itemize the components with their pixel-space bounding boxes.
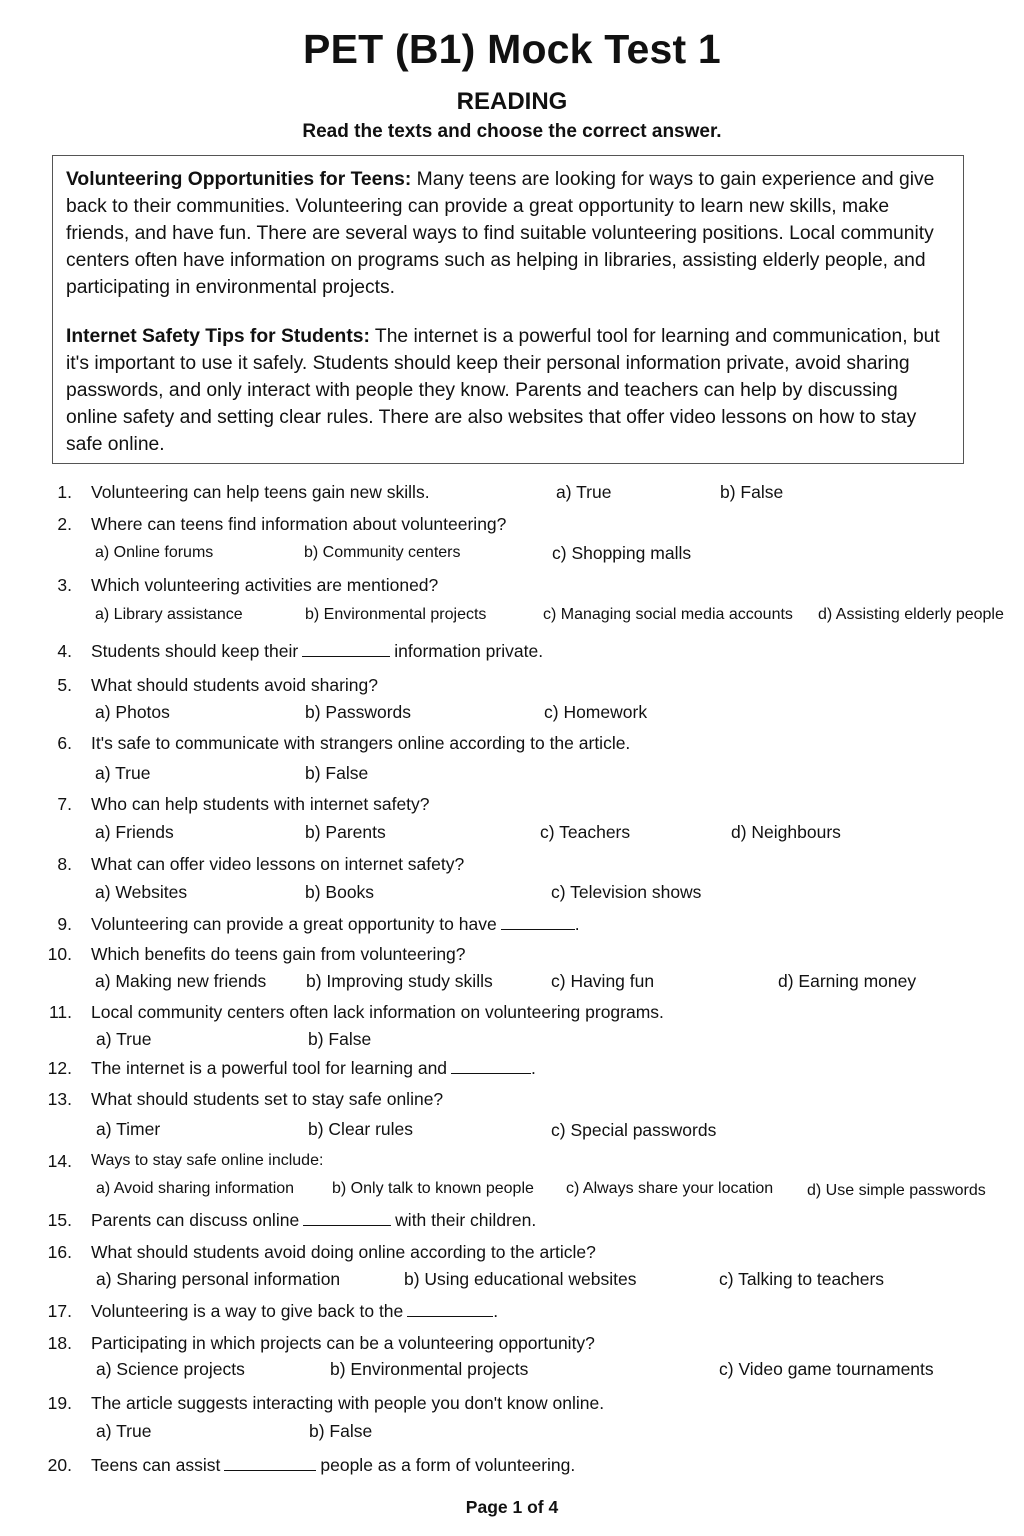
q18-option-c[interactable]: c) Video game tournaments [719,1359,934,1379]
question-13 [0,1085,1024,1113]
text-body: Many teens are looking for ways to gain experience and give back to their communities. Volunteering can provide a great opportunity to learn new skills, make friends, and have fun. There are several ways to find suitable volunteering positions. Local community centers often have information on programs such as helping in libraries, assisting elderly people, and participating in environmental projects. [66,169,935,298]
q3-option-a[interactable]: a) Library assistance [95,606,243,623]
question-5 [0,671,1024,699]
reading-text-volunteering [66,166,951,301]
question-4 [0,637,1024,665]
q10-option-a[interactable]: a) Making new friends [95,971,267,991]
q16-option-a[interactable]: a) Sharing personal information [96,1269,341,1289]
q19-option-a[interactable]: a) True [96,1421,152,1441]
q5-option-b[interactable]: b) Passwords [305,702,412,722]
question-text: Teens can assist people as a form of volunteering. [91,1455,576,1475]
reading-texts-box [52,155,964,464]
q3-option-b[interactable]: b) Environmental projects [305,606,487,623]
question-text: The article suggests interacting with people you don't know online. [91,1393,605,1413]
reading-text-internet-safety [66,323,951,458]
question-number: 5. [57,675,72,695]
question-text: Volunteering is a way to give back to the . [91,1301,499,1321]
q8-option-b[interactable]: b) Books [305,882,375,902]
q6-option-a[interactable]: a) True [95,763,151,783]
question-text: Who can help students with internet safety? [91,794,430,814]
q8-option-c[interactable]: c) Television shows [551,882,702,902]
question-number: 4. [57,641,72,661]
q10-option-d[interactable]: d) Earning money [778,971,917,991]
q11-option-a[interactable]: a) True [96,1029,152,1049]
question-text: What can offer video lessons on internet safety? [91,854,465,874]
answer-blank[interactable] [224,1455,316,1471]
question-text: What should students avoid sharing? [91,675,378,695]
question-16 [0,1238,1024,1266]
question-number: 16. [47,1242,72,1262]
question-number: 17. [47,1301,72,1321]
question-number: 8. [57,854,72,874]
question-text: Students should keep their information private. [91,641,544,661]
question-20 [0,1451,1024,1479]
q14-option-a[interactable]: a) Avoid sharing information [96,1180,295,1197]
question-text: Which volunteering activities are mentioned? [91,575,439,595]
question-text: Local community centers often lack information on volunteering programs. [91,1002,664,1022]
question-text: The internet is a powerful tool for learning and . [91,1058,536,1078]
question-text: Volunteering can help teens gain new skills. [91,482,430,502]
answer-blank[interactable] [501,914,575,930]
question-2 [0,510,1024,538]
question-number: 11. [48,1002,72,1022]
question-number: 18. [47,1333,72,1353]
q6-option-b[interactable]: b) False [305,763,369,783]
question-number: 1. [57,482,72,502]
question-text: It's safe to communicate with strangers online according to the article. [91,733,631,753]
q8-option-a[interactable]: a) Websites [95,882,188,902]
question-text: What should students set to stay safe online? [91,1089,444,1109]
answer-blank[interactable] [303,1210,391,1226]
q10-option-c[interactable]: c) Having fun [551,971,655,991]
question-14 [0,1147,1024,1175]
question-15 [0,1206,1024,1234]
text-heading: Volunteering Opportunities for Teens: [66,169,412,190]
q7-option-b[interactable]: b) Parents [305,822,386,842]
question-number: 6. [57,733,72,753]
q14-option-b[interactable]: b) Only talk to known people [332,1180,534,1197]
question-12 [0,1054,1024,1082]
page-title: PET (B1) Mock Test 1 [303,26,721,72]
section-heading: READING [456,88,568,115]
q7-option-d[interactable]: d) Neighbours [731,822,841,842]
question-text: Which benefits do teens gain from volunteering? [91,944,466,964]
question-number: 19. [47,1393,72,1413]
question-text: Where can teens find information about volunteering? [91,514,507,534]
q7-option-c[interactable]: c) Teachers [540,822,631,842]
question-3 [0,571,1024,599]
text-heading: Internet Safety Tips for Students: [66,326,370,347]
q2-option-c[interactable]: c) Shopping malls [552,543,692,563]
question-number: 12. [47,1058,72,1078]
q2-option-a[interactable]: a) Online forums [95,544,214,561]
question-8 [0,850,1024,878]
q13-option-b[interactable]: b) Clear rules [308,1119,414,1139]
q7-option-a[interactable]: a) Friends [95,822,174,842]
option-b[interactable]: b) False [720,482,784,502]
q11-option-b[interactable]: b) False [308,1029,372,1049]
question-1 [0,478,1024,506]
question-number: 14. [47,1151,72,1171]
question-number: 2. [57,514,72,534]
q18-option-b[interactable]: b) Environmental projects [330,1359,529,1379]
q13-option-c[interactable]: c) Special passwords [551,1120,717,1140]
page-number: Page 1 of 4 [465,1497,559,1517]
q19-option-b[interactable]: b) False [309,1421,373,1441]
question-text: Ways to stay safe online include: [91,1152,324,1169]
question-7 [0,790,1024,818]
question-19 [0,1389,1024,1417]
q3-option-c[interactable]: c) Managing social media accounts [543,606,793,623]
q14-option-c[interactable]: c) Always share your location [566,1180,774,1197]
q5-option-c[interactable]: c) Homework [544,702,648,722]
option-a[interactable]: a) True [556,482,612,502]
q14-option-d[interactable]: d) Use simple passwords [807,1182,986,1199]
q10-option-b[interactable]: b) Improving study skills [306,971,493,991]
q16-option-b[interactable]: b) Using educational websites [404,1269,637,1289]
question-11 [0,998,1024,1026]
q18-option-a[interactable]: a) Science projects [96,1359,245,1379]
question-6 [0,729,1024,757]
question-17 [0,1297,1024,1325]
question-text: What should students avoid doing online according to the article? [91,1242,596,1262]
q3-option-d[interactable]: d) Assisting elderly people [818,606,1004,623]
q13-option-a[interactable]: a) Timer [96,1119,161,1139]
text-body: The internet is a powerful tool for learning and communication, but it's important to use it safely. Students should keep their personal information private, avoid sharing passwords, and only interact with people they know. Parents and teachers can help by discussing online safety and setting clear rules. There are also websites that offer video lessons on how to stay safe online. [66,326,940,455]
question-text: Parents can discuss online with their children. [91,1210,537,1230]
question-number: 15. [47,1210,72,1230]
answer-blank[interactable] [302,641,390,657]
instructions: Read the texts and choose the correct answer. [302,121,722,142]
question-number: 9. [57,914,72,934]
question-number: 13. [47,1089,72,1109]
answer-blank[interactable] [407,1301,493,1317]
answer-blank[interactable] [451,1058,531,1074]
q2-option-b[interactable]: b) Community centers [304,544,461,561]
question-number: 10. [47,944,72,964]
question-18 [0,1329,1024,1357]
question-9 [0,910,1024,938]
question-number: 7. [57,794,72,814]
question-text: Participating in which projects can be a volunteering opportunity? [91,1333,595,1353]
question-text: Volunteering can provide a great opportunity to have . [91,914,580,934]
q16-option-c[interactable]: c) Talking to teachers [719,1269,885,1289]
q5-option-a[interactable]: a) Photos [95,702,170,722]
question-10 [0,940,1024,968]
question-number: 20. [47,1455,72,1475]
question-number: 3. [57,575,72,595]
